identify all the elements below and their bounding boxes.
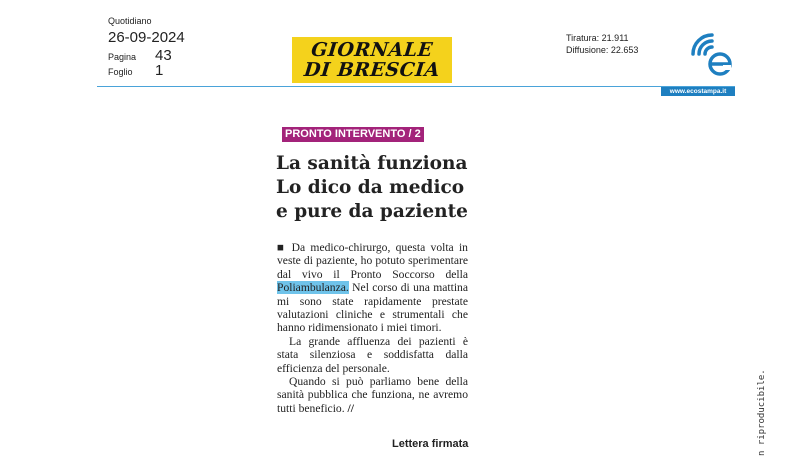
publication-type-label: Quotidiano <box>108 16 152 26</box>
header-divider <box>97 86 735 87</box>
paragraph-1 <box>277 241 468 335</box>
headline-line-1: La sanità funziona <box>276 153 468 174</box>
headline-line-2: Lo dico da medico <box>276 177 465 198</box>
end-mark: // <box>347 401 354 415</box>
masthead-line-1: GIORNALE <box>310 39 434 61</box>
issue-date: 26-09-2024 <box>108 29 185 46</box>
source-url: www.ecostampa.it <box>661 87 735 96</box>
newspaper-masthead <box>292 37 452 83</box>
print-run: Tiratura: 21.911 <box>566 33 629 43</box>
page-number: 43 <box>155 47 172 64</box>
highlighted-term: Poliambulanza. <box>277 281 349 295</box>
article-body <box>277 241 468 415</box>
ecostampa-logo-icon <box>688 30 736 78</box>
headline-line-3: e pure da paziente <box>276 201 468 222</box>
side-disclaimer: n riproducibile. <box>757 369 767 456</box>
paragraph-2: La grande affluenza dei pazienti è stata silenziosa e soddisfatta dalla efficienza del personale. <box>277 334 468 375</box>
paragraph-1-start: Da medico-chirurgo, questa volta in veste di paziente, ho potuto sperimentare dal vivo il Pronto Soccorso della <box>277 241 468 281</box>
paragraph-3 <box>277 375 468 415</box>
page-label: Pagina <box>108 52 137 62</box>
circulation: Diffusione: 22.653 <box>566 45 639 55</box>
section-rubric: PRONTO INTERVENTO / 2 <box>282 127 424 142</box>
bullet-square-icon: ■ <box>277 241 287 254</box>
article-signature: Lettera firmata <box>392 438 469 450</box>
sheet-number: 1 <box>155 62 164 79</box>
paragraph-3-text: Quando si può parliamo bene della sanità pubblica che funziona, ne avremo tutti beneficio. <box>277 375 468 415</box>
sheet-label: Foglio <box>108 67 133 77</box>
paragraph-1-end: Nel corso di una mattina mi sono state rapidamente prestate valutazioni cliniche e strumentali che hanno ridimensionato i miei timori. <box>277 281 468 335</box>
masthead-line-2: DI BRESCIA <box>302 59 442 81</box>
article-headline <box>276 152 468 224</box>
